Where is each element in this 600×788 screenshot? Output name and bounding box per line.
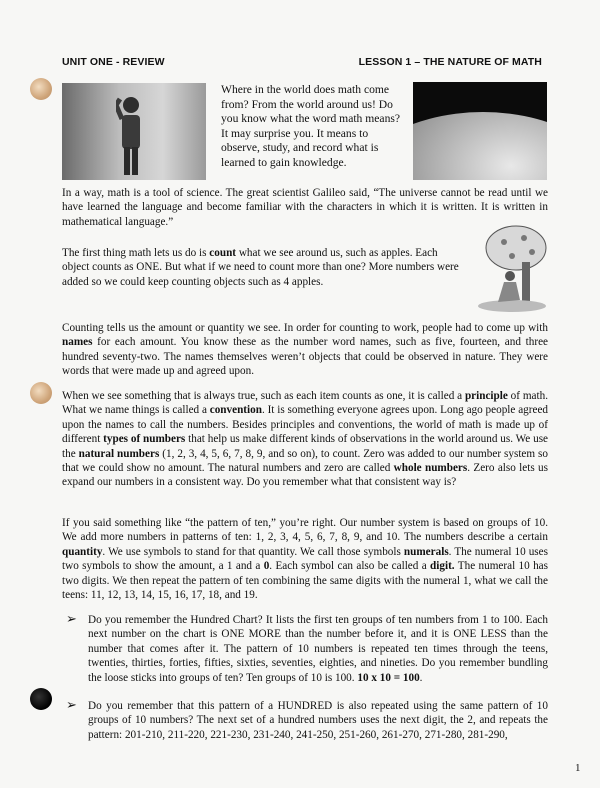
term-types-of-numbers: types of numbers: [103, 433, 186, 446]
term-convention: convention: [209, 404, 262, 417]
page-number: 1: [575, 762, 581, 774]
earth-photo: [413, 82, 547, 180]
binder-hole-middle: [30, 382, 52, 404]
pattern-of-ten-paragraph: If you said something like “the pattern of ten,” you’re right. Our number system is based on groups of 10. We add more numbers in patterns of ten: 1, 2, 3, 4, 5, 6, 7, 8, 9, and 10. The numbers describe a certain quantity. We use symbols to stand for that quantity. We call those symbols numerals. The numeral 10 uses two symbols to show the amount, a 1 and a 0. Each symbol can also be called a digit. The numeral 10 has two digits. We then repeat the pattern of ten combining the same digits with the numeral 1, what we call the teens: 11, 12, 13, 14, 15, 16, 17, 18, and 19.: [62, 517, 548, 602]
principles-paragraph: When we see something that is always true, such as each item counts as one, it is called a principle of math. What we name things is called a convention. It is something everyone agrees upon. Long ago people agreed upon the names to call the numbers. Besides principles and conventions, the world of math is made up of different types of numbers that help us make different kinds of observations in the world around us. We use the natural numbers (1, 2, 3, 4, 5, 6, 7, 8, 9, and so on), to count. Zero was added to our number system so that we could show no amount. The natural numbers and zero are called whole numbers. Zero also lets us expand our numbers in a consistent way. Do you remember what that consistent way is?: [62, 390, 549, 489]
names-paragraph: Counting tells us the amount or quantity we see. In order for counting to work, people had to come up with names for each amount. You know these as the number word names, such as five, fourteen, and three hundred seventy-two. The names themselves weren’t objects that could be observed in nature. They were words that were made up and agreed upon.: [62, 322, 548, 378]
apple-tree-illustration: [476, 222, 548, 314]
hundred-chart-bullet: Do you remember the Hundred Chart? It lists the first ten groups of ten numbers from 1 to 100. Each next number on the chart is ONE MORE than the number before it, and it is ONE LESS than the number that comes after it. The pattern of 10 numbers is repeated ten times through the teens, twenties, thirties, forties, fifties, sixties, seventies, eighties, and nineties. Do you remember bundling the loose sticks into groups of ten? Ten groups of 10 is 100. 10 x 10 = 100.: [88, 614, 548, 684]
binder-hole-bottom: [30, 688, 52, 710]
lesson-title: LESSON 1 – THE NATURE OF MATH: [358, 56, 542, 68]
term-whole-numbers: whole numbers: [393, 462, 468, 475]
term-names: names: [62, 336, 93, 349]
term-principle: principle: [464, 390, 508, 402]
arrow-bullet-icon: ➢: [66, 697, 77, 712]
hundred-pattern-bullet: Do you remember that this pattern of a HUNDRED is also repeated using the same pattern of 10 groups of 10 numbers? The next set of a hundred numbers uses the next digit, the 2, and repeats the pattern: 201-210, 211-220, 221-230, 231-240, 241-250, 251-260, 261-270, 271-280, 281-290,: [88, 700, 548, 741]
term-zero: 0: [263, 560, 270, 573]
term-natural-numbers: natural numbers: [78, 447, 160, 460]
unit-title: UNIT ONE - REVIEW: [62, 56, 165, 68]
term-quantity: quantity: [62, 545, 103, 558]
boy-photo: [62, 83, 206, 180]
galileo-paragraph: In a way, math is a tool of science. The great scientist Galileo said, “The universe cannot be read until we have learned the language and become familiar with the characters in which it is written. It is written in mathematical language.”: [62, 187, 548, 228]
term-count: count: [209, 247, 237, 259]
count-paragraph: The first thing math lets us do is count what we see around us, such as apples. Each object counts as ONE. But what if we need to count more than one? More numbers were added so we could keep counting objects such as 4 apples.: [62, 247, 459, 288]
term-digit: digit.: [430, 560, 455, 573]
term-numerals: numerals: [403, 545, 449, 558]
term-ten-times-ten: 10 x 10 = 100: [357, 671, 420, 684]
intro-paragraph: Where in the world does math come from? From the world around us! Do you know what the word math means? It may surprise you. It means to observe, study, and record what is learned to gain knowledge.: [221, 83, 401, 169]
binder-hole-top: [30, 78, 52, 100]
arrow-bullet-icon: ➢: [66, 611, 77, 626]
